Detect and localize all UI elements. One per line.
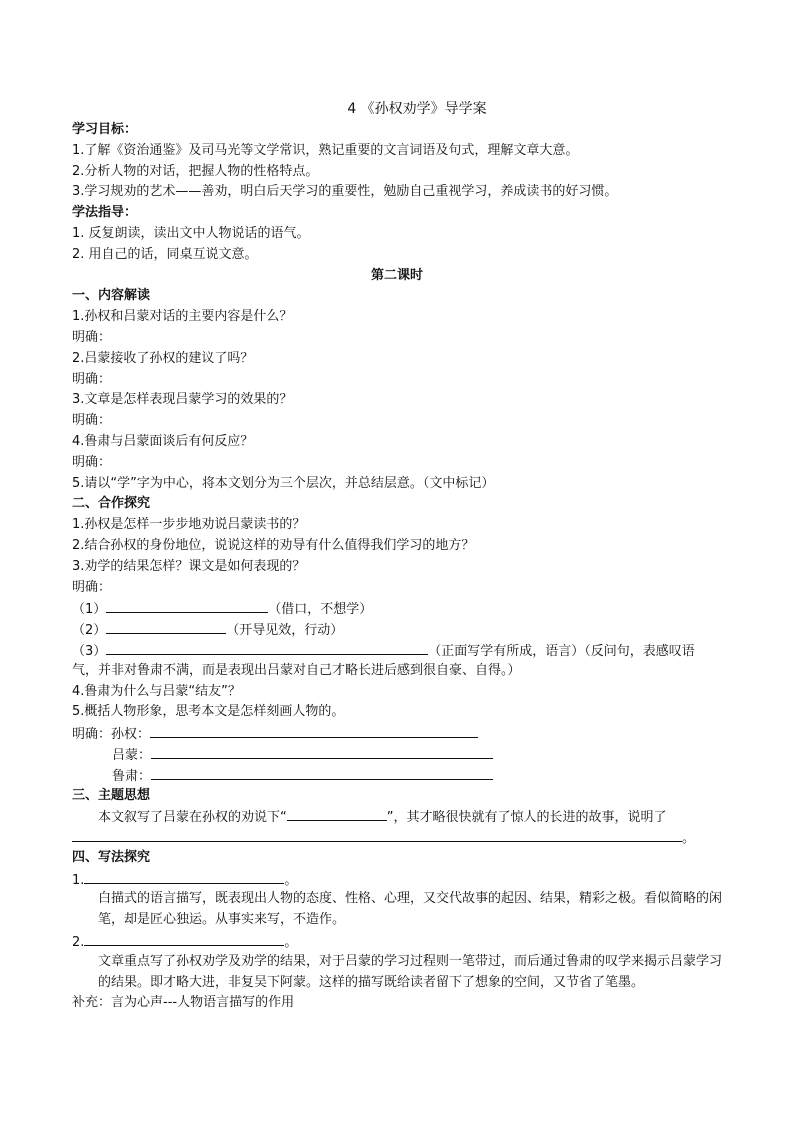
- fill-line-1: [72, 598, 722, 619]
- technique-blank[interactable]: [84, 931, 284, 946]
- technique-blank[interactable]: [84, 869, 284, 884]
- theme-line: [72, 806, 722, 827]
- question: 3.劝学的结果怎样？课文是如何表现的？: [72, 558, 306, 574]
- theme-line-2: [72, 827, 722, 848]
- section2-heading: 二、合作探究: [72, 496, 151, 512]
- goals-heading: 学习目标：: [72, 122, 138, 137]
- section1-heading: 一、内容解读: [72, 288, 151, 304]
- fill-blank[interactable]: [106, 598, 268, 613]
- character-line-lvmeng: [72, 744, 722, 765]
- section3-heading: 三、主题思想: [72, 787, 151, 803]
- fill-prefix: （3）: [72, 643, 107, 659]
- item-number: 1.: [72, 872, 85, 888]
- character-line-sunquan: [72, 723, 722, 744]
- technique-item-2: [72, 931, 722, 952]
- question: 5.概括人物形象，思考本文是怎样刻画人物的。: [72, 704, 345, 720]
- fill-hint: （开导见效，行动）: [226, 623, 344, 639]
- theme-blank-long[interactable]: [72, 827, 682, 842]
- worksheet: [72, 98, 722, 1014]
- goal-item: 3.学习规劝的艺术——善劝，明白后天学习的重要性，勉励自己重视学习，养成读书的好习惯。: [72, 184, 618, 200]
- theme-blank[interactable]: [287, 806, 387, 821]
- character-label: 吕蒙：: [112, 747, 152, 763]
- fill-line-3: [72, 640, 722, 661]
- question: 2.吕蒙接收了孙权的建议了吗？: [72, 350, 254, 366]
- goal-item: 1.了解《资治通鉴》及司马光等文学常识，熟记重要的文言词语及句式，理解文章大意。: [72, 142, 579, 158]
- theme-text: 本文叙写了吕蒙在孙权的劝说下“: [98, 810, 287, 826]
- period: 。: [284, 935, 298, 951]
- technique-paragraph-1: 白描式的语言描写，既表现出人物的态度、性格、心理，又交代故事的起因、结果，精彩之极。看似简略的闲笔，却是匠心独运。从事实来写，不造作。: [98, 891, 723, 928]
- methods-heading: 学法指导：: [72, 205, 138, 221]
- character-label: 鲁肃：: [112, 768, 152, 784]
- method-item: 2. 用自己的话，同桌互说文意。: [72, 246, 258, 262]
- answer-label: 明确：: [72, 579, 112, 595]
- period: 。: [682, 831, 696, 847]
- character-line-lusu: [72, 765, 722, 786]
- fill-prefix: （1）: [72, 602, 107, 618]
- answer-label: 明确：: [72, 329, 112, 345]
- fill-hint: （正面写学有所成，语言）（反问句，表感叹语: [428, 643, 695, 659]
- goal-item: 2.分析人物的对话，把握人物的性格特点。: [72, 163, 319, 179]
- technique-paragraph-2: 文章重点写了孙权劝学及劝学的结果，对于吕蒙的学习过程则一笔带过，而后通过鲁肃的叹学来揭示吕蒙学习的结果。即才略大进，非复吴下阿蒙。这样的描写既给读者留下了想象的空间，又节省了笔墨。: [98, 953, 723, 990]
- lesson-heading: 第二课时: [370, 267, 423, 283]
- question: 5.请以“学”字为中心，将本文划分为三个层次，并总结层意。（文中标记）: [72, 475, 495, 491]
- character-blank[interactable]: [151, 744, 493, 759]
- fill-line-3-continued: 气，并非对鲁肃不满，而是表现出吕蒙对自己才略长进后感到很自豪、自得。）: [72, 662, 521, 678]
- character-blank[interactable]: [150, 723, 478, 738]
- fill-line-2: [72, 619, 722, 640]
- answer-label: 明确：: [72, 413, 112, 429]
- method-item: 1. 反复朗读，读出文中人物说话的语气。: [72, 225, 310, 241]
- question: 2.结合孙权的身份地位，说说这样的劝导有什么值得我们学习的地方？: [72, 537, 475, 553]
- period: 。: [284, 872, 298, 888]
- section4-heading: 四、写法探究: [72, 849, 151, 865]
- character-blank[interactable]: [151, 765, 493, 780]
- question: 3.文章是怎样表现吕蒙学习的效果的？: [72, 392, 293, 408]
- character-label: 明确：孙权：: [72, 727, 151, 743]
- answer-label: 明确：: [72, 371, 112, 387]
- item-number: 2.: [72, 935, 85, 951]
- question: 4.鲁肃为什么与吕蒙“结友”？: [72, 683, 241, 699]
- fill-blank[interactable]: [106, 619, 226, 634]
- answer-label: 明确：: [72, 454, 112, 470]
- technique-item-1: [72, 869, 722, 890]
- question: 4.鲁肃与吕蒙面谈后有何反应？: [72, 433, 254, 449]
- fill-hint: （借口，不想学）: [268, 602, 373, 618]
- theme-text: ”，其才略很快就有了惊人的长进的故事，说明了: [386, 810, 667, 826]
- fill-prefix: （2）: [72, 623, 107, 639]
- page-title: 4 《孙权劝学》导学案: [347, 101, 487, 117]
- fill-blank[interactable]: [106, 640, 428, 655]
- question: 1.孙权和吕蒙对话的主要内容是什么？: [72, 309, 293, 325]
- question: 1.孙权是怎样一步步地劝说吕蒙读书的？: [72, 517, 306, 533]
- supplement: 补充：言为心声---人物语言描写的作用: [72, 995, 295, 1011]
